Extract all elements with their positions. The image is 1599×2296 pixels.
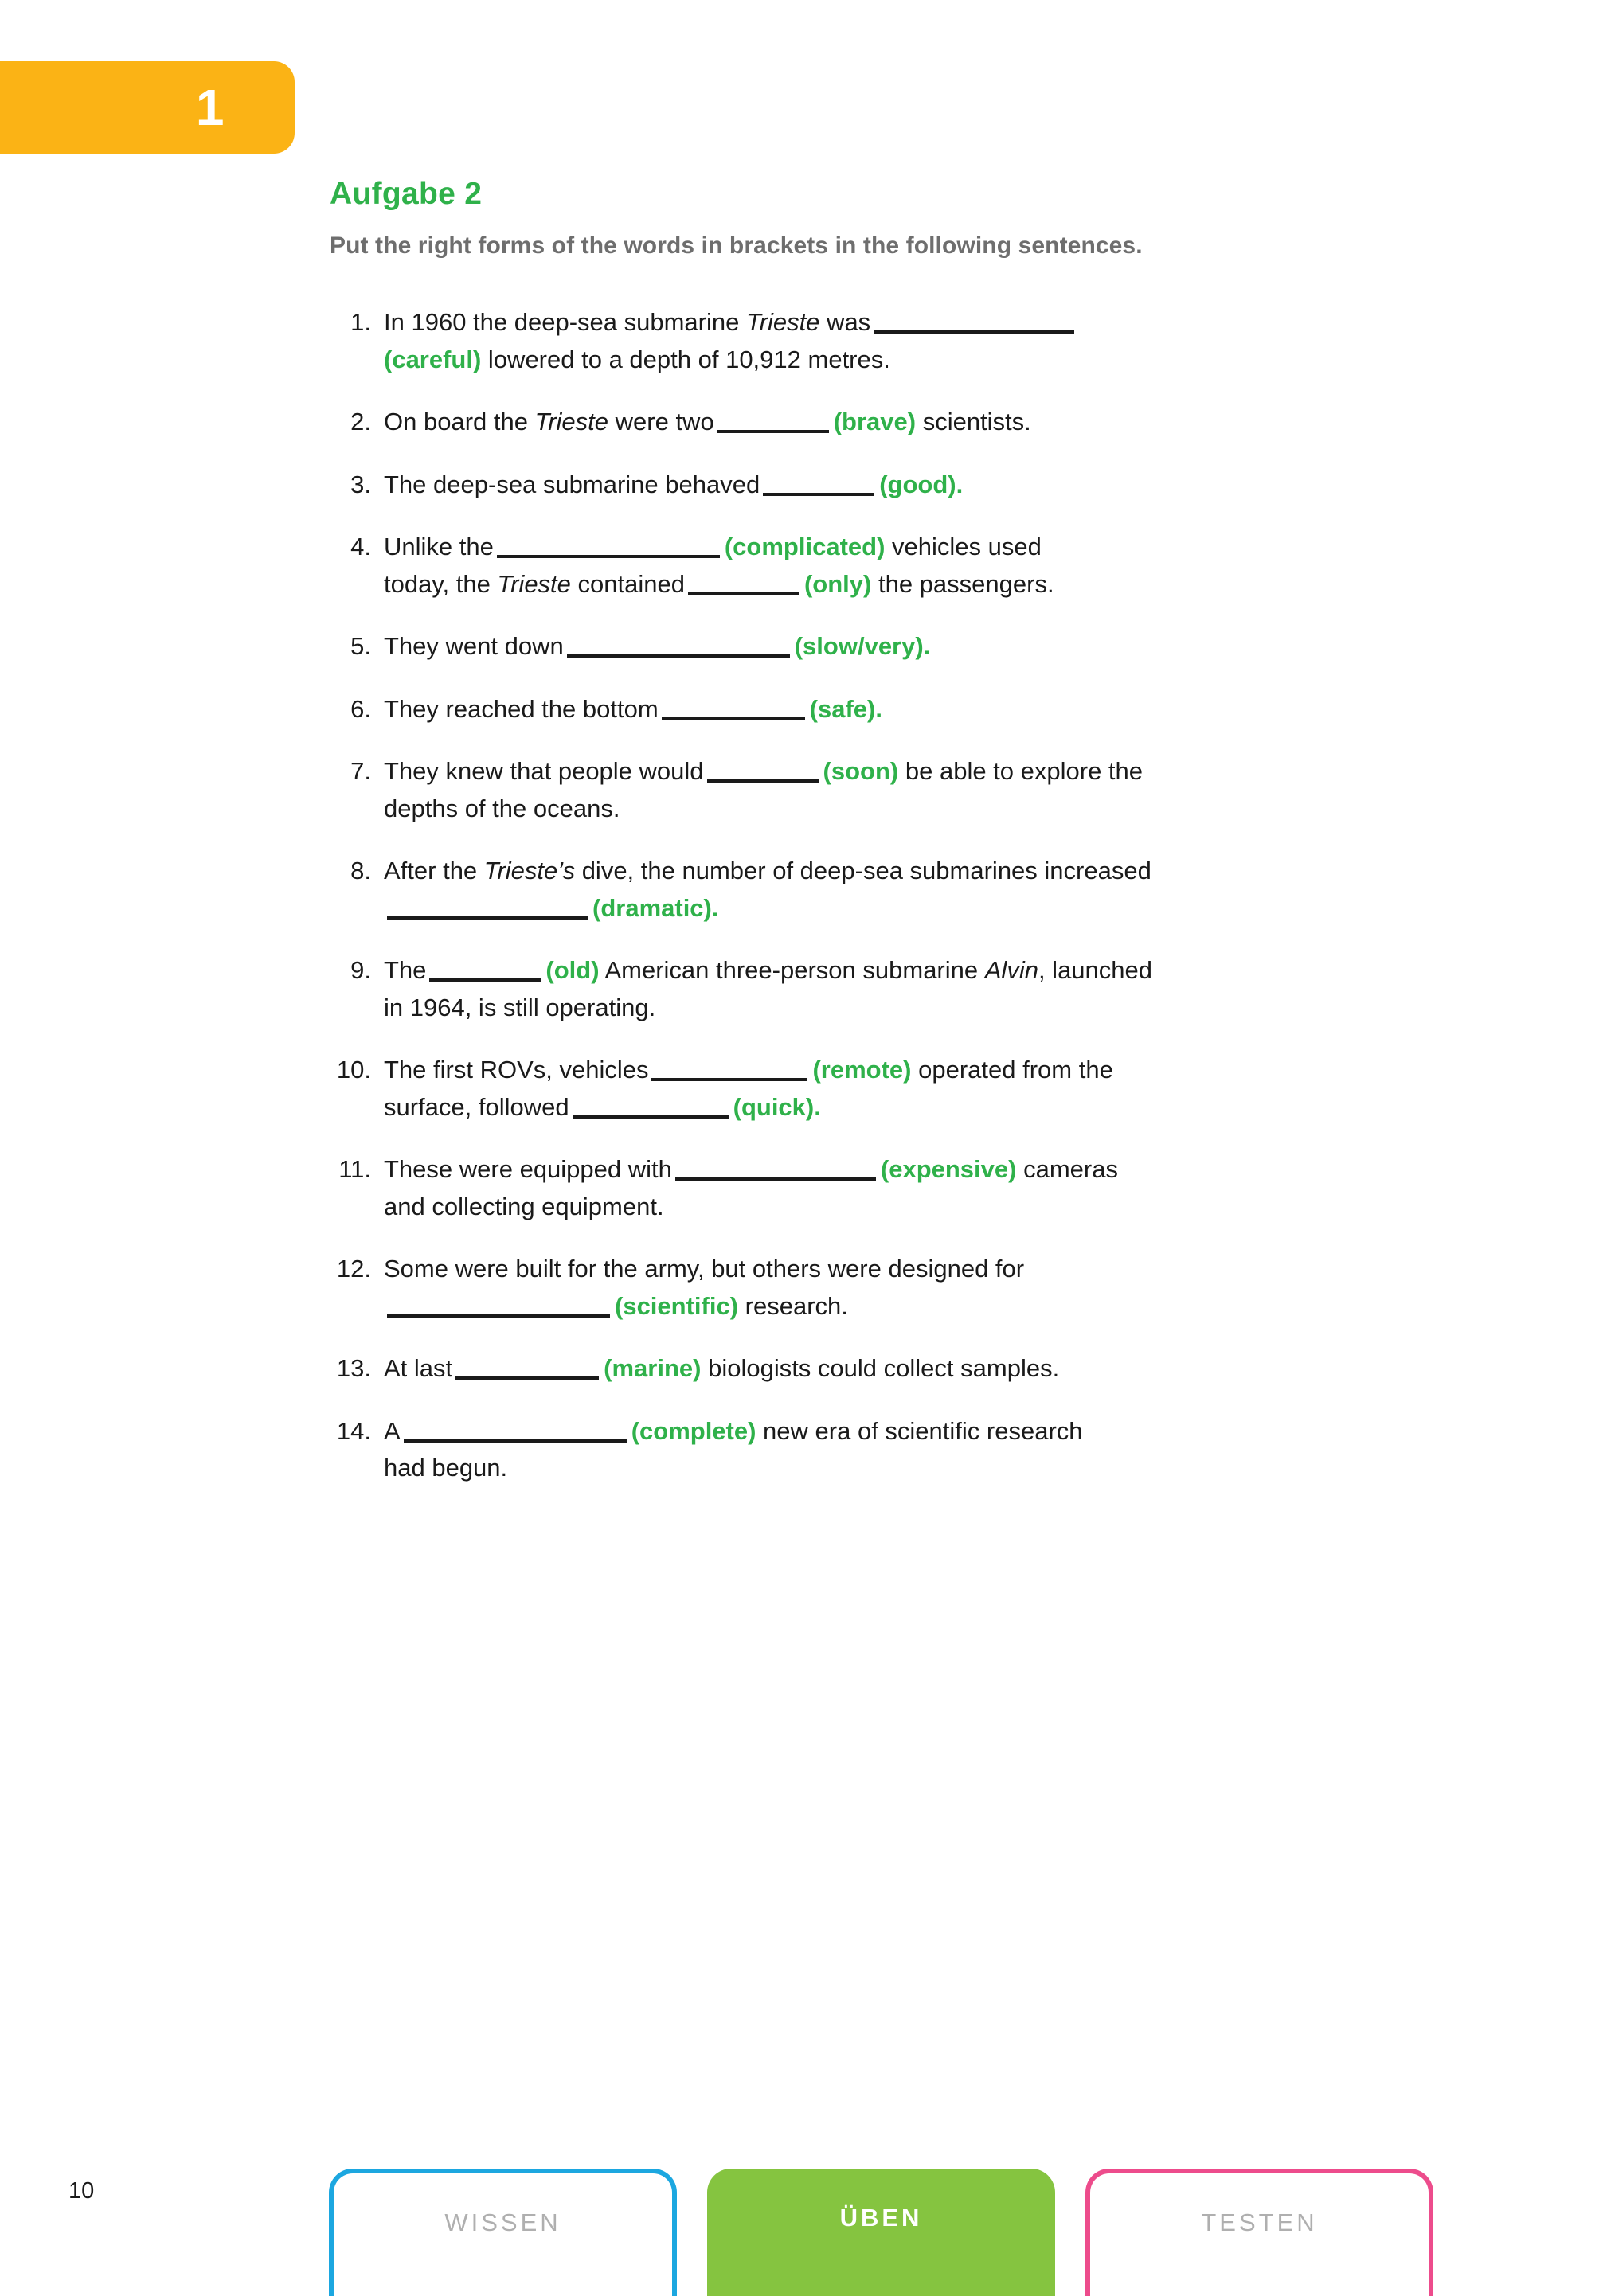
exercise-number: 8. <box>350 857 371 884</box>
sentence-line <box>384 467 1460 504</box>
sentence-line <box>384 1450 1460 1487</box>
sentence-text: In 1960 the deep-sea submarine <box>384 308 746 336</box>
sentence-text: The <box>384 956 427 984</box>
sentence-text: They reached the bottom <box>384 694 659 723</box>
sentence-text: was <box>819 308 871 336</box>
sentence-text: lowered to a depth of 10,912 metres. <box>481 345 890 373</box>
prompt-word: (quick). <box>733 1092 821 1121</box>
exercise-number: 6. <box>350 694 371 723</box>
sentence-text: had begun. <box>384 1454 508 1482</box>
prompt-word: (only) <box>803 569 872 598</box>
sentence-text: new era of scientific research <box>756 1416 1083 1445</box>
chapter-number: 1 <box>195 79 225 136</box>
sentence-text: depths of the oceans. <box>384 794 620 822</box>
emphasis-text: Trieste <box>497 569 571 598</box>
sentence-line <box>384 1189 1460 1226</box>
nav-tab-ueben-label: ÜBEN <box>839 2204 923 2232</box>
answer-blank[interactable] <box>387 896 588 920</box>
nav-tab-wissen-label: WISSEN <box>444 2208 561 2236</box>
exercise-item <box>330 304 1460 378</box>
exercise-number: 12. <box>336 1255 371 1283</box>
exercise-item <box>330 1350 1460 1388</box>
sentence-text: The first ROVs, vehicles <box>384 1056 649 1084</box>
exercise-item <box>330 404 1460 441</box>
sentence-text: On board the <box>384 408 535 435</box>
exercise-number: 3. <box>350 470 371 498</box>
sentence-text: the passengers. <box>871 569 1054 598</box>
sentence-text: At last <box>384 1354 453 1382</box>
exercise-number: 10. <box>336 1056 371 1084</box>
exercise-number: 1. <box>350 308 371 336</box>
page-content <box>330 177 1460 1513</box>
sentence-line <box>384 890 1460 927</box>
sentence-line <box>384 691 1460 728</box>
answer-blank[interactable] <box>404 1419 627 1443</box>
exercise-item <box>330 467 1460 504</box>
prompt-word: (complete) <box>631 1416 756 1445</box>
prompt-word: (old) <box>545 956 600 984</box>
sentence-text: vehicles used <box>885 533 1042 560</box>
answer-blank[interactable] <box>707 759 819 783</box>
exercise-item <box>330 1052 1460 1126</box>
sentence-text: were two <box>608 408 714 435</box>
exercise-number: 14. <box>336 1416 371 1445</box>
answer-blank[interactable] <box>497 534 720 558</box>
prompt-word: (scientific) <box>615 1291 739 1320</box>
exercise-item <box>330 853 1460 927</box>
answer-blank[interactable] <box>387 1294 610 1318</box>
nav-tab-ueben[interactable] <box>707 2169 1055 2296</box>
emphasis-text: Trieste <box>534 408 609 435</box>
sentence-line <box>384 1089 1460 1127</box>
page-title: Aufgabe 2 <box>330 177 483 211</box>
sentence-text: contained <box>570 569 685 598</box>
exercise-item <box>330 753 1460 827</box>
sentence-line <box>384 1052 1460 1089</box>
sentence-text: scientists. <box>916 408 1031 435</box>
answer-blank[interactable] <box>455 1356 599 1380</box>
page-number: 10 <box>68 2178 95 2204</box>
sentence-line <box>384 1413 1460 1451</box>
sentence-line <box>384 404 1460 441</box>
exercise-number: 13. <box>336 1354 371 1382</box>
sentence-text: American three-person submarine <box>599 956 985 984</box>
sentence-text: A <box>384 1416 401 1445</box>
sentence-line <box>384 342 1460 379</box>
answer-blank[interactable] <box>763 472 874 496</box>
exercise-number: 4. <box>350 533 371 560</box>
exercise-number: 5. <box>350 632 371 660</box>
answer-blank[interactable] <box>675 1157 876 1181</box>
prompt-word: (good). <box>879 470 964 498</box>
sentence-text: These were equipped with <box>384 1155 672 1183</box>
sentence-line <box>384 566 1460 603</box>
exercise-item <box>330 1151 1460 1225</box>
emphasis-text: Trieste <box>745 308 820 336</box>
sentence-line <box>384 853 1460 890</box>
exercise-item <box>330 1413 1460 1487</box>
answer-blank[interactable] <box>688 572 800 595</box>
exercise-item <box>330 529 1460 603</box>
exercise-number: 9. <box>350 956 371 984</box>
sentence-text: Some were built for the army, but others were designed for <box>384 1255 1025 1283</box>
prompt-word: (expensive) <box>880 1155 1017 1183</box>
prompt-word: (careful) <box>384 345 482 373</box>
sentence-text: , launched <box>1038 956 1153 984</box>
sentence-line <box>384 990 1460 1027</box>
sentence-line <box>384 1288 1460 1326</box>
sentence-text: After the <box>384 857 484 884</box>
sentence-text: and collecting equipment. <box>384 1192 664 1220</box>
nav-tab-testen[interactable] <box>1085 2169 1433 2296</box>
sentence-text: cameras <box>1016 1155 1118 1183</box>
sentence-text: The deep-sea submarine behaved <box>384 470 760 498</box>
sentence-line <box>384 529 1460 566</box>
prompt-word: (marine) <box>604 1354 702 1382</box>
answer-blank[interactable] <box>429 958 541 982</box>
exercise-item <box>330 1251 1460 1325</box>
answer-blank[interactable] <box>717 409 829 433</box>
sentence-line <box>384 628 1460 666</box>
answer-blank[interactable] <box>651 1057 807 1081</box>
sentence-text: biologists could collect samples. <box>701 1354 1060 1382</box>
sentence-text: dive, the number of deep-sea submarines increased <box>575 857 1151 884</box>
prompt-word: (remote) <box>812 1056 912 1084</box>
sentence-text: operated from the <box>911 1056 1113 1084</box>
emphasis-text: Alvin <box>984 956 1038 984</box>
chapter-tab <box>0 61 295 154</box>
nav-tab-wissen[interactable] <box>329 2169 677 2296</box>
answer-blank[interactable] <box>567 634 790 658</box>
exercise-number: 11. <box>338 1155 371 1183</box>
exercise-number: 2. <box>350 408 371 435</box>
sentence-line <box>384 952 1460 990</box>
sentence-text: surface, followed <box>384 1092 569 1121</box>
sentence-line <box>384 304 1460 342</box>
sentence-text: They knew that people would <box>384 757 704 785</box>
sentence-text: Unlike the <box>384 533 494 560</box>
sentence-text: be able to explore the <box>898 757 1144 785</box>
sentence-text: research. <box>738 1291 848 1320</box>
exercise-number: 7. <box>350 757 371 785</box>
prompt-word: (brave) <box>833 408 917 435</box>
answer-blank[interactable] <box>662 697 805 720</box>
footer-nav <box>0 2169 1599 2257</box>
answer-blank[interactable] <box>874 310 1074 334</box>
sentence-line <box>384 1350 1460 1388</box>
prompt-word: (complicated) <box>724 533 886 560</box>
sentence-line <box>384 791 1460 828</box>
sentence-text: They went down <box>384 632 564 660</box>
prompt-word: (safe). <box>809 694 882 723</box>
sentence-line <box>384 1251 1460 1288</box>
exercise-item <box>330 628 1460 666</box>
sentence-line <box>384 753 1460 791</box>
exercise-list <box>330 304 1460 1487</box>
prompt-word: (soon) <box>823 757 899 785</box>
sentence-text: today, the <box>384 569 498 598</box>
exercise-item <box>330 952 1460 1026</box>
prompt-word: (slow/very). <box>794 632 931 660</box>
exercise-item <box>330 691 1460 728</box>
task-instruction: Put the right forms of the words in brackets in the following sentences. <box>330 232 1143 259</box>
emphasis-text: Trieste’s <box>483 857 576 884</box>
nav-tab-testen-label: TESTEN <box>1201 2208 1318 2236</box>
prompt-word: (dramatic). <box>592 893 719 922</box>
sentence-line <box>384 1151 1460 1189</box>
answer-blank[interactable] <box>573 1095 729 1119</box>
sentence-text: in 1964, is still operating. <box>384 993 656 1021</box>
